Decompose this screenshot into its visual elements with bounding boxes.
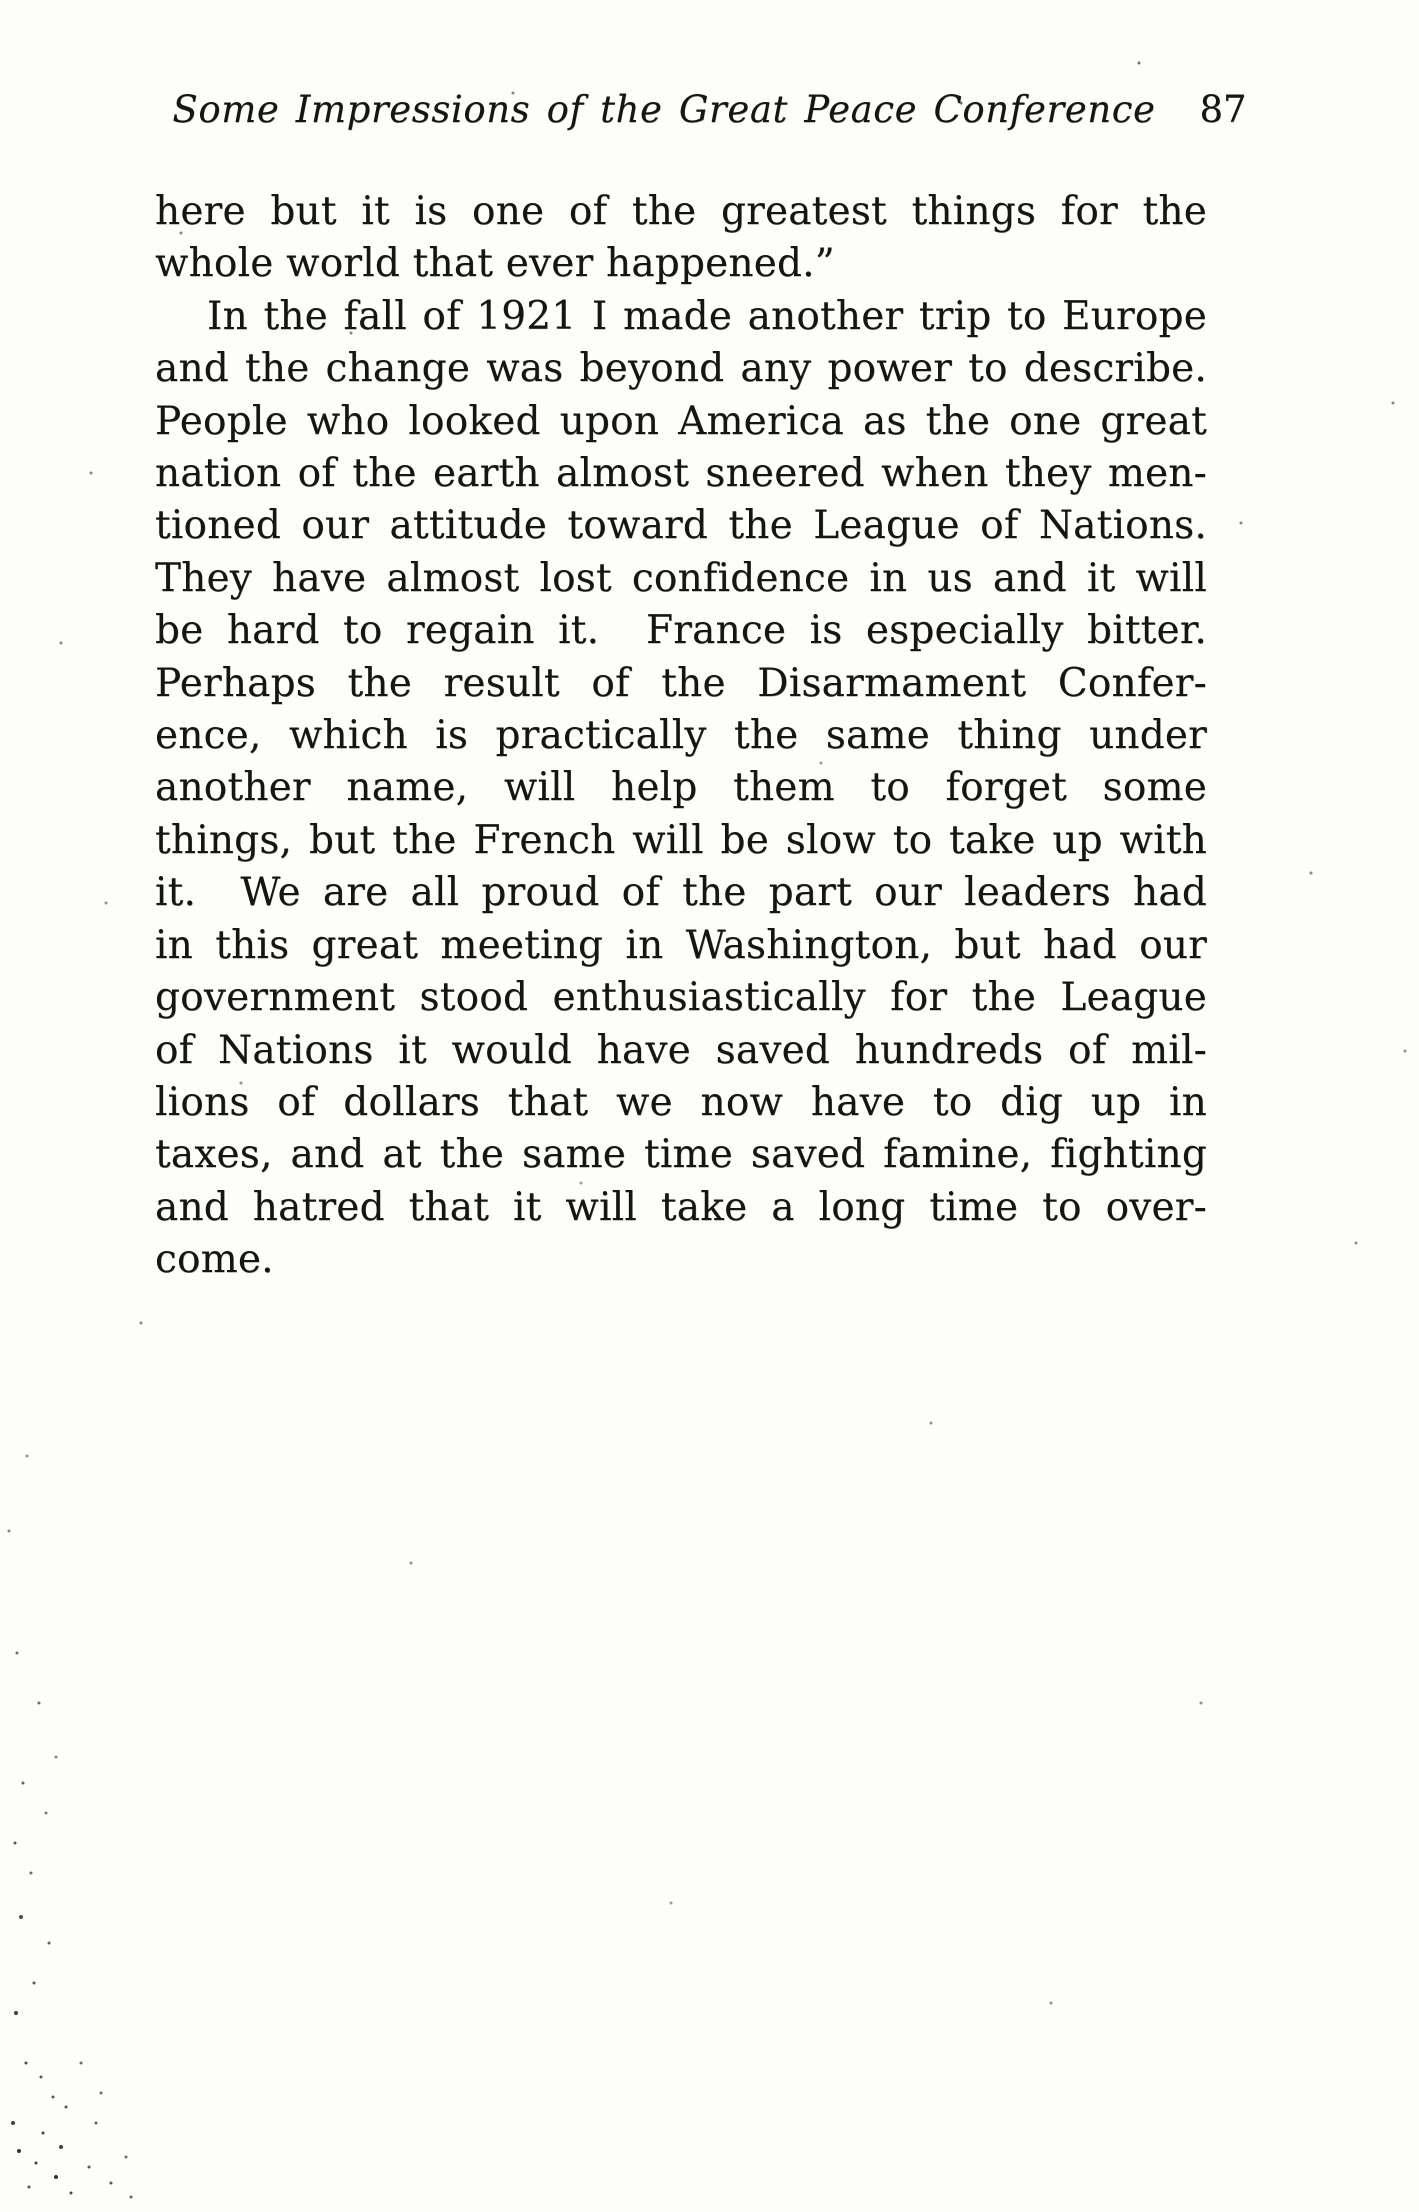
page-number: 87 (1199, 88, 1247, 131)
body-text (155, 186, 1207, 1287)
text-line: come. (155, 1237, 274, 1283)
text-line: whole world that ever happened.” (155, 241, 835, 287)
text-line: and the change was beyond any power to describe. (155, 346, 1207, 392)
text-line: tioned our attitude toward the League of Nations. (155, 503, 1207, 549)
text-line: taxes, and at the same time saved famine, fighting (155, 1132, 1207, 1178)
text-line: lions of dollars that we now have to dig up in (155, 1079, 1207, 1125)
text-line: People who looked upon America as the one great (155, 398, 1207, 444)
text-line: and hatred that it will take a long time to over- (155, 1184, 1207, 1230)
text-line: it. We are all proud of the part our leaders had (155, 870, 1207, 916)
text-line: another name, will help them to forget some (155, 765, 1207, 811)
running-header (0, 88, 1419, 131)
running-header-title: Some Impressions of the Great Peace Conference (172, 88, 1156, 131)
text-line: In the fall of 1921 I made another trip to Europe (207, 293, 1207, 339)
text-line: Perhaps the result of the Disarmament Confer- (155, 660, 1207, 706)
text-line: in this great meeting in Washington, but had our (155, 922, 1207, 968)
text-line: They have almost lost confidence in us and it will (155, 555, 1207, 601)
text-line: nation of the earth almost sneered when they men- (155, 451, 1207, 497)
text-line: ence, which is practically the same thing under (155, 713, 1207, 759)
text-line: things, but the French will be slow to take up with (155, 817, 1207, 863)
text-line: government stood enthusiastically for the League (155, 975, 1207, 1021)
text-line: of Nations it would have saved hundreds of mil- (155, 1027, 1207, 1073)
text-line: here but it is one of the greatest things for the (155, 189, 1207, 234)
scan-speckles (0, 0, 2, 2)
text-line: be hard to regain it. France is especially bitter. (155, 608, 1207, 654)
